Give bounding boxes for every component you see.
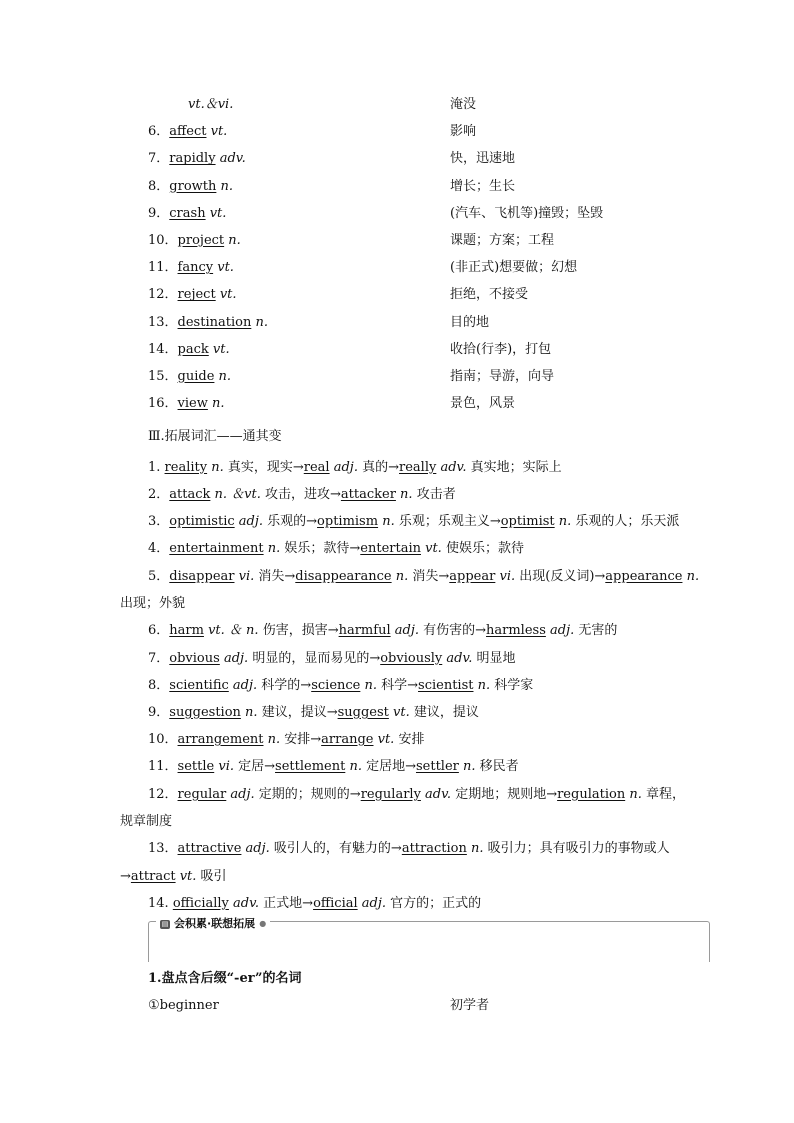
vocab-text: 使娱乐；款待 xyxy=(441,541,524,556)
item-number: 4． xyxy=(148,541,170,556)
vocab-meaning: 课题；方案；工程 xyxy=(450,233,555,248)
item-number: 14. xyxy=(148,896,173,911)
vocab-text: 官方的；正式的 xyxy=(386,896,482,911)
vocab-word: obvious xyxy=(169,651,220,666)
vocab-word: arrangement xyxy=(177,732,264,747)
vocab-pos: vi. xyxy=(495,569,516,584)
item-number: 8． xyxy=(148,678,170,693)
item-number: 3． xyxy=(148,514,170,529)
item-number: 7． xyxy=(148,651,170,666)
er-item-word: ①beginner xyxy=(148,998,219,1013)
item-number: 10． xyxy=(148,732,178,747)
item-number: 13． xyxy=(148,841,178,856)
vocab-number: 12． xyxy=(148,287,178,303)
extended-item xyxy=(148,704,479,722)
item-number: 11． xyxy=(148,759,178,774)
vocab-pos: vi. xyxy=(214,759,234,774)
vocab-text: 出现(反义词)→ xyxy=(515,569,606,584)
vocab-term xyxy=(148,205,226,223)
vocab-meaning: (汽车、飞机等)撞毁；坠毁 xyxy=(450,205,604,221)
vocab-text: 移民者 xyxy=(475,759,519,774)
vocab-pos: n. xyxy=(360,678,377,693)
vocab-pos: n. xyxy=(207,396,225,412)
vocab-word: view xyxy=(177,396,208,412)
vocab-pos: n. xyxy=(466,841,484,856)
vocab-meaning: 淹没 xyxy=(450,97,477,112)
vocab-word: disappearance xyxy=(295,569,392,584)
vocab-number: 8． xyxy=(148,178,170,194)
vocab-term xyxy=(188,96,233,114)
vocab-number: 16． xyxy=(148,396,178,412)
vocab-text: 建议，提议 xyxy=(409,705,479,720)
extended-item xyxy=(148,786,685,804)
extended-item xyxy=(148,840,670,858)
vocab-text: 消失→ xyxy=(408,569,450,584)
vocab-text: 科学家 xyxy=(490,678,534,693)
vocab-word: regulation xyxy=(557,787,626,802)
vocab-word: destination xyxy=(177,314,252,330)
vocab-text: 真实地；实际上 xyxy=(466,460,562,475)
vocab-pos: vt. xyxy=(213,260,234,276)
vocab-pos: adj. xyxy=(390,623,419,638)
vocab-pos: n. xyxy=(345,759,362,774)
vocab-term xyxy=(148,341,230,359)
note-box-label: 会积累·联想拓展 xyxy=(174,917,256,930)
vocab-pos: adj. xyxy=(241,841,270,856)
vocab-text: 定期的；规则的→ xyxy=(254,787,361,802)
vocab-pos: n. xyxy=(207,460,224,475)
vocab-number: 9． xyxy=(148,205,170,221)
vocab-pos: adj. xyxy=(234,514,264,529)
vocab-word: optimist xyxy=(500,514,555,529)
er-item-meaning: 初学者 xyxy=(450,998,490,1013)
vocab-word: scientific xyxy=(169,678,229,693)
vocab-word: attractive xyxy=(177,841,242,856)
vocab-word: project xyxy=(177,233,225,248)
vocab-meaning: 影响 xyxy=(450,124,477,140)
item-number: 1. xyxy=(148,460,165,475)
vocab-word: really xyxy=(399,460,437,475)
extended-item xyxy=(148,540,524,558)
vocab-text: 攻击者 xyxy=(412,487,456,502)
vocab-meaning: 拒绝，不接受 xyxy=(450,287,529,303)
vocab-word: scientist xyxy=(418,678,474,693)
vocab-text: 定居地→ xyxy=(361,759,416,774)
vocab-pos: adj. xyxy=(545,623,575,638)
vocab-term xyxy=(148,123,227,141)
extended-item xyxy=(148,568,699,586)
vocab-pos: adv. xyxy=(442,651,473,666)
vocab-word: officially xyxy=(172,896,229,911)
vocab-text: 科学→ xyxy=(377,678,419,693)
vocab-text: 无害的 xyxy=(574,623,618,638)
vocab-word: settlement xyxy=(275,759,346,774)
vocab-meaning: 增长；生长 xyxy=(450,178,516,194)
vocab-number: 14． xyxy=(148,341,178,357)
vocab-term xyxy=(148,368,231,386)
vocab-pos: n. xyxy=(263,541,281,556)
extended-item xyxy=(148,650,516,668)
note-box-title xyxy=(156,917,270,931)
vocab-pos: adj. xyxy=(228,678,258,693)
vocab-word: official xyxy=(313,896,358,911)
vocab-text: 乐观的→ xyxy=(263,514,318,529)
section-3-title: Ⅲ.拓展词汇——通其变 xyxy=(148,429,282,444)
item-number: 5． xyxy=(148,569,170,584)
vocab-number: 15． xyxy=(148,369,178,384)
vocab-word: harm xyxy=(169,623,204,638)
vocab-term xyxy=(148,259,234,277)
vocab-text: 建议，提议→ xyxy=(257,705,338,720)
vocab-text: 安排→ xyxy=(280,732,322,747)
vocab-pos: n. ＆vt. xyxy=(210,487,261,502)
vocab-term xyxy=(148,178,233,196)
vocab-pos: n. xyxy=(391,569,409,584)
vocab-text: 章程， xyxy=(641,787,685,802)
extended-item xyxy=(148,731,424,749)
vocab-word: science xyxy=(311,678,361,693)
extended-item-continuation: 出现；外貌 xyxy=(120,596,186,611)
vocab-pos: vt. xyxy=(205,205,227,221)
extended-item xyxy=(148,895,481,913)
vocab-word: optimistic xyxy=(169,514,235,529)
vocab-term xyxy=(148,150,246,168)
subsection-title: 1.盘点含后缀“-er”的名词 xyxy=(148,971,302,986)
extended-item-continuation: 规章制度 xyxy=(120,814,173,829)
vocab-word: entertainment xyxy=(169,541,264,556)
dot-icon: ● xyxy=(259,919,267,928)
vocab-word: settler xyxy=(415,759,459,774)
vocab-pos: n. xyxy=(473,678,491,693)
vocab-term xyxy=(148,286,237,304)
vocab-meaning: 快，迅速地 xyxy=(450,151,516,167)
vocab-pos: adj. xyxy=(329,460,358,475)
extended-item xyxy=(148,513,679,531)
vocab-pos: vt. xyxy=(175,869,197,884)
vocab-text: 攻击，进攻→ xyxy=(260,487,341,502)
vocab-pos: n. xyxy=(216,178,234,194)
vocab-word: crash xyxy=(169,205,206,221)
extended-item xyxy=(148,486,456,504)
vocab-text: 正式地→ xyxy=(259,896,314,911)
vocab-word: suggest xyxy=(337,705,389,720)
vocab-pos: n. xyxy=(395,487,413,502)
vocab-pos: n. xyxy=(378,514,395,529)
vocab-word: growth xyxy=(169,178,217,194)
vocab-text: 消失→ xyxy=(254,569,296,584)
vocab-word: guide xyxy=(177,369,215,384)
vocab-word: attacker xyxy=(340,487,396,502)
vocab-word: arrange xyxy=(321,732,374,747)
vocab-text: 有伤害的→ xyxy=(418,623,487,638)
vocab-pos: adj. xyxy=(357,896,387,911)
extended-item xyxy=(148,677,533,695)
vocab-word: real xyxy=(303,460,330,475)
vocab-pos: vi. xyxy=(234,569,255,584)
vocab-text: 真的→ xyxy=(357,460,399,475)
vocab-pos: vt. xyxy=(208,341,230,357)
vocab-word: pack xyxy=(177,341,209,357)
vocab-term xyxy=(148,314,268,332)
vocab-text: 吸引力；具有吸引力的事物或人 xyxy=(483,841,670,856)
vocab-pos: n. xyxy=(554,514,572,529)
vocab-pos: n. xyxy=(458,759,476,774)
vocab-pos: n. xyxy=(240,705,258,720)
vocab-meaning: 收拾(行李)，打包 xyxy=(450,341,552,357)
vocab-pos: adv. xyxy=(436,460,467,475)
vocab-text: 明显地 xyxy=(472,651,516,666)
vocab-word: affect xyxy=(169,124,207,140)
vocab-word: obviously xyxy=(380,651,443,666)
vocab-word: appearance xyxy=(605,569,683,584)
vocab-pos: vt.＆vi. xyxy=(188,97,234,112)
vocab-term xyxy=(148,232,241,250)
vocab-pos: vt. xyxy=(206,124,228,140)
vocab-pos: vt. xyxy=(388,705,410,720)
vocab-meaning: (非正式)想要做；幻想 xyxy=(450,260,578,276)
vocab-pos: adj. xyxy=(226,787,255,802)
vocab-meaning: 景色，风景 xyxy=(450,396,516,412)
vocab-pos: n. xyxy=(251,314,268,330)
vocab-word: attraction xyxy=(401,841,467,856)
extended-item xyxy=(148,622,617,640)
vocab-word: entertain xyxy=(360,541,421,556)
vocab-number: 6． xyxy=(148,124,170,140)
vocab-pos: n. xyxy=(263,732,281,747)
vocab-text: 明显的，显而易见的→ xyxy=(248,651,381,666)
vocab-word: disappear xyxy=(169,569,235,584)
vocab-pos: adv. xyxy=(215,151,246,167)
item-number: 12． xyxy=(148,787,178,802)
note-icon: ▤ xyxy=(161,919,169,928)
vocab-word: harmful xyxy=(338,623,391,638)
vocab-word: fancy xyxy=(177,260,214,276)
vocab-word: regular xyxy=(177,787,227,802)
vocab-text: 乐观；乐观主义→ xyxy=(394,514,501,529)
vocab-text: 娱乐；款待→ xyxy=(280,541,361,556)
extended-item-continuation xyxy=(120,868,227,886)
vocab-meaning: 指南；导游，向导 xyxy=(450,369,555,384)
item-number: 2． xyxy=(148,487,170,502)
vocab-text: 乐观的人；乐天派 xyxy=(571,514,680,529)
item-number: 6． xyxy=(148,623,170,638)
vocab-pos: n. xyxy=(214,369,232,384)
extended-item xyxy=(148,758,519,776)
vocab-word: optimism xyxy=(317,514,379,529)
vocab-pos: n. xyxy=(224,233,241,248)
vocab-word: suggestion xyxy=(169,705,241,720)
vocab-text: 定期地；规则地→ xyxy=(451,787,558,802)
vocab-text: 吸引 xyxy=(196,869,227,884)
extended-item xyxy=(148,459,562,477)
vocab-word: harmless xyxy=(486,623,546,638)
vocab-pos: vt. ＆ n. xyxy=(203,623,259,638)
vocab-meaning: 目的地 xyxy=(450,314,490,330)
vocab-pos: adv. xyxy=(228,896,260,911)
vocab-pos: n. xyxy=(625,787,642,802)
vocab-word: reality xyxy=(164,460,208,475)
vocab-word: settle xyxy=(177,759,215,774)
vocab-number: 13． xyxy=(148,314,178,330)
vocab-text: 定居→ xyxy=(234,759,276,774)
vocab-pos: adv. xyxy=(420,787,452,802)
vocab-word: attract xyxy=(130,869,176,884)
vocab-number: 11． xyxy=(148,260,178,276)
item-number: 9． xyxy=(148,705,170,720)
vocab-word: reject xyxy=(177,287,216,303)
vocab-number: 7． xyxy=(148,151,170,167)
vocab-word: regularly xyxy=(360,787,421,802)
vocab-pos: adj. xyxy=(219,651,249,666)
vocab-text: → xyxy=(120,869,131,884)
vocab-pos: n. xyxy=(682,569,700,584)
vocab-pos: vt. xyxy=(215,287,237,303)
vocab-word: attack xyxy=(169,487,211,502)
vocab-number: 10． xyxy=(148,233,178,248)
vocab-text: 吸引人的，有魅力的→ xyxy=(269,841,402,856)
vocab-pos: vt. xyxy=(420,541,442,556)
vocab-text: 伤害，损害→ xyxy=(258,623,339,638)
vocab-word: rapidly xyxy=(169,151,216,167)
vocab-term xyxy=(148,395,225,413)
vocab-text: 安排 xyxy=(394,732,425,747)
vocab-text: 真实，现实→ xyxy=(223,460,304,475)
vocab-word: appear xyxy=(449,569,496,584)
vocab-text: 科学的→ xyxy=(257,678,312,693)
vocab-pos: vt. xyxy=(373,732,395,747)
